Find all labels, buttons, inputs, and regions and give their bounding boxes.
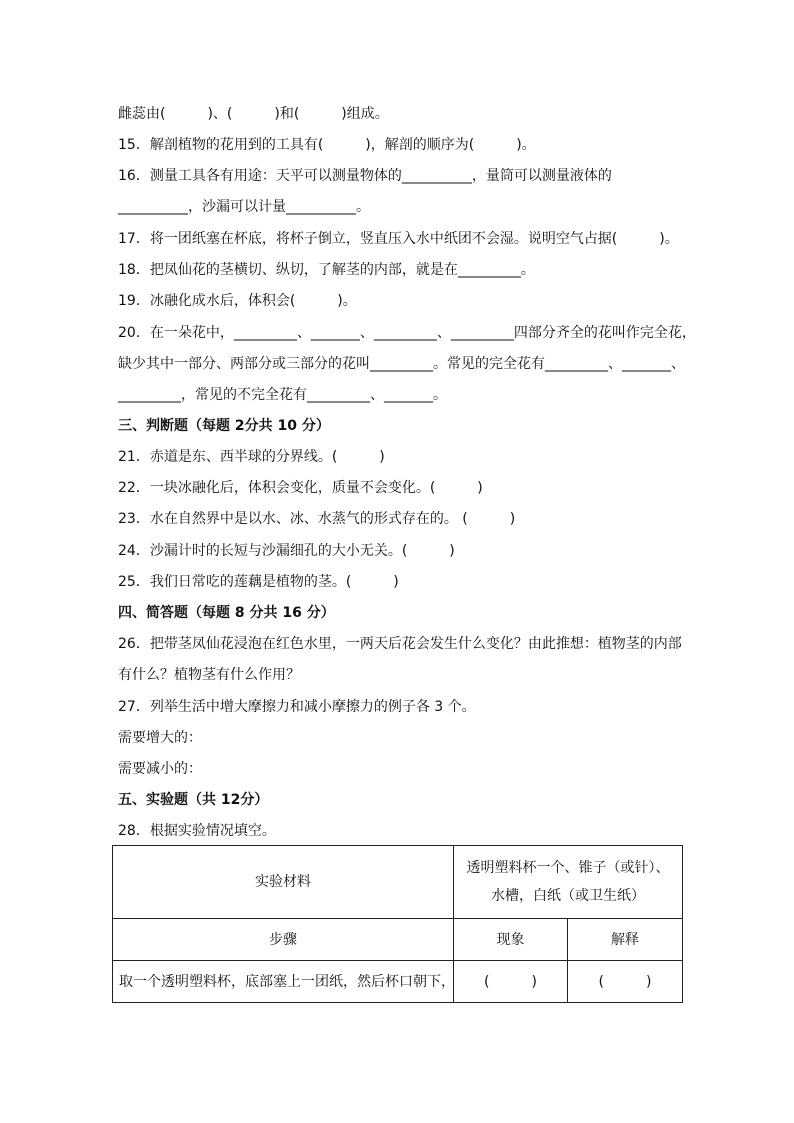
question-20-line-2: 缺少其中一部分、两部分或三部分的花叫_________。常见的完全花有_________、_______、 xyxy=(118,356,685,372)
question-20: 20．在一朵花中，_________、_______、_________、_________四部分齐全的花叫作完全花， xyxy=(118,325,696,341)
section-4-title: 四、简答题（每题 8 分共 16 分） xyxy=(118,605,335,621)
section-3-title: 三、判断题（每题 2分共 10 分） xyxy=(118,418,330,434)
question-23: 23．水在自然界中是以水、冰、水蒸气的形式存在的。 ( ) xyxy=(118,511,516,527)
step-cell: 取一个透明塑料杯，底部塞上一团纸，然后杯口朝下， xyxy=(113,961,454,1003)
table-header-row xyxy=(113,919,683,961)
table-row xyxy=(113,961,683,1003)
table-row xyxy=(113,846,683,919)
column-phenomenon: 现象 xyxy=(454,919,568,961)
question-20-line-3: _________，常见的不完全花有_________、_______。 xyxy=(118,387,447,403)
question-26-continued: 有什么？植物茎有什么作用？ xyxy=(118,667,300,683)
question-14-continued: 雌蕊由( )、( )和( )组成。 xyxy=(118,106,389,122)
question-16-continued: __________，沙漏可以计量__________。 xyxy=(118,199,370,215)
question-21: 21．赤道是东、西半球的分界线。( ) xyxy=(118,449,385,465)
question-17: 17．将一团纸塞在杯底，将杯子倒立，竖直压入水中纸团不会湿。说明空气占据( )。 xyxy=(118,231,679,247)
phenomenon-blank[interactable]: ( ) xyxy=(454,961,568,1003)
increase-friction-label: 需要增大的： xyxy=(118,730,202,746)
section-5-title: 五、实验题（共 12分） xyxy=(118,792,269,808)
experiment-table xyxy=(112,845,683,1003)
question-25: 25．我们日常吃的莲藕是植物的茎。( ) xyxy=(118,574,399,590)
column-step: 步骤 xyxy=(113,919,454,961)
question-28: 28．根据实验情况填空。 xyxy=(118,823,276,839)
question-15: 15．解剖植物的花用到的工具有( )，解剖的顺序为( )。 xyxy=(118,137,536,153)
column-explanation: 解释 xyxy=(568,919,683,961)
question-26: 26．把带茎凤仙花浸泡在红色水里，一两天后花会发生什么变化？由此推想：植物茎的内部 xyxy=(118,636,682,652)
question-24: 24．沙漏计时的长短与沙漏细孔的大小无关。( ) xyxy=(118,543,455,559)
explanation-blank[interactable]: ( ) xyxy=(568,961,683,1003)
question-18: 18．把凤仙花的茎横切、纵切，了解茎的内部，就是在_________。 xyxy=(118,262,535,278)
question-16: 16．测量工具各有用途：天平可以测量物体的__________，量筒可以测量液体的 xyxy=(118,168,612,184)
question-19: 19．冰融化成水后，体积会( )。 xyxy=(118,293,357,309)
materials-value: 透明塑料杯一个、锥子（或针）、水槽，白纸（或卫生纸） xyxy=(454,846,683,919)
materials-label: 实验材料 xyxy=(113,846,454,919)
question-22: 22．一块冰融化后，体积会变化，质量不会变化。( ) xyxy=(118,480,483,496)
decrease-friction-label: 需要减小的： xyxy=(118,761,202,777)
question-27: 27．列举生活中增大摩擦力和减小摩擦力的例子各 3 个。 xyxy=(118,699,476,715)
